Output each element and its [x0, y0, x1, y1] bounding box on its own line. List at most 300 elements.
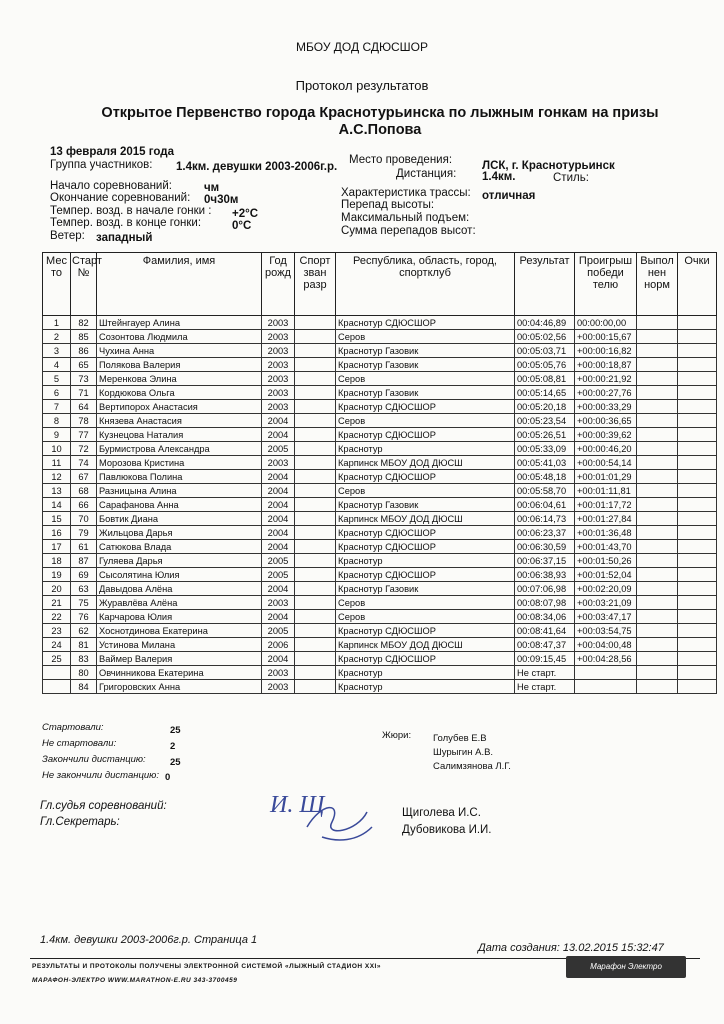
row-place: 12	[43, 470, 71, 484]
row-place	[43, 680, 71, 694]
row-place: 14	[43, 498, 71, 512]
row-start-number: 69	[71, 568, 97, 582]
row-birth-year: 2003	[262, 316, 295, 330]
row-result: 00:06:23,37	[515, 526, 575, 540]
started-label: Стартовали:	[42, 722, 104, 733]
row-place: 7	[43, 400, 71, 414]
row-points	[678, 624, 717, 638]
row-name: Давыдова Алёна	[97, 582, 262, 596]
row-norm	[637, 540, 678, 554]
row-place: 24	[43, 638, 71, 652]
row-points	[678, 638, 717, 652]
distance-value: 1.4км.	[482, 171, 516, 183]
table-row	[43, 344, 717, 358]
row-club: Краснотур Газовик	[336, 498, 515, 512]
row-rank	[295, 512, 336, 526]
row-place: 17	[43, 540, 71, 554]
max-climb-label: Максимальный подъем:	[341, 212, 470, 224]
row-norm	[637, 414, 678, 428]
row-start-number: 70	[71, 512, 97, 526]
row-rank	[295, 386, 336, 400]
row-start-number: 72	[71, 442, 97, 456]
organization-name: МБОУ ДОД СДЮСШОР	[296, 40, 428, 54]
competition-date: 13 февраля 2015 года	[50, 146, 174, 158]
row-rank	[295, 624, 336, 638]
jury-member-1: Голубев Е.В	[433, 733, 487, 744]
row-name: Кузнецова Наталия	[97, 428, 262, 442]
row-points	[678, 652, 717, 666]
finished-label: Закончили дистанцию:	[42, 754, 146, 765]
row-rank	[295, 358, 336, 372]
page-note: 1.4км. девушки 2003-2006г.р. Страница 1	[40, 934, 258, 946]
row-birth-year: 2004	[262, 484, 295, 498]
row-birth-year: 2003	[262, 386, 295, 400]
secretary-label: Гл.Секретарь:	[40, 816, 120, 828]
row-rank	[295, 610, 336, 624]
row-time-behind: +00:00:15,67	[575, 330, 637, 344]
row-points	[678, 456, 717, 470]
row-time-behind: 00:00:00,00	[575, 316, 637, 330]
row-time-behind: +00:01:17,72	[575, 498, 637, 512]
row-place: 18	[43, 554, 71, 568]
start-time-value: чм	[204, 182, 220, 194]
row-norm	[637, 400, 678, 414]
col-norm: Выпол нен норм	[637, 253, 678, 316]
row-points	[678, 386, 717, 400]
row-club: Краснотур СДЮСШОР	[336, 652, 515, 666]
row-time-behind: +00:01:43,70	[575, 540, 637, 554]
row-result: 00:08:34,06	[515, 610, 575, 624]
vendor-logo: Марафон Электро	[566, 956, 686, 978]
row-points	[678, 414, 717, 428]
table-row	[43, 554, 717, 568]
row-name: Ваймер Валерия	[97, 652, 262, 666]
row-rank	[295, 526, 336, 540]
row-club: Серов	[336, 484, 515, 498]
row-result: 00:09:15,45	[515, 652, 575, 666]
row-norm	[637, 358, 678, 372]
row-birth-year: 2003	[262, 456, 295, 470]
row-points	[678, 568, 717, 582]
table-row	[43, 498, 717, 512]
row-start-number: 68	[71, 484, 97, 498]
row-norm	[637, 596, 678, 610]
signature-image	[262, 782, 392, 852]
row-norm	[637, 316, 678, 330]
row-norm	[637, 498, 678, 512]
col-name: Фамилия, имя	[97, 253, 262, 316]
row-result: 00:05:33,09	[515, 442, 575, 456]
row-birth-year: 2004	[262, 512, 295, 526]
row-result: 00:06:04,61	[515, 498, 575, 512]
table-header-row	[43, 253, 717, 316]
row-points	[678, 498, 717, 512]
row-club: Краснотур Газовик	[336, 386, 515, 400]
row-birth-year: 2003	[262, 596, 295, 610]
started-value: 25	[170, 725, 181, 736]
jury-member-2: Шурыгин А.В.	[433, 747, 494, 758]
row-time-behind: +00:01:27,84	[575, 512, 637, 526]
row-time-behind: +00:03:47,17	[575, 610, 637, 624]
row-norm	[637, 428, 678, 442]
row-result: Не старт.	[515, 680, 575, 694]
row-name: Овчинникова Екатерина	[97, 666, 262, 680]
row-birth-year: 2004	[262, 582, 295, 596]
row-points	[678, 400, 717, 414]
row-club: Серов	[336, 414, 515, 428]
row-norm	[637, 554, 678, 568]
row-club: Серов	[336, 330, 515, 344]
row-name: Гуляева Дарья	[97, 554, 262, 568]
table-row	[43, 470, 717, 484]
row-norm	[637, 442, 678, 456]
col-result: Результат	[515, 253, 575, 316]
row-club: Краснотур СДЮСШОР	[336, 428, 515, 442]
table-row	[43, 680, 717, 694]
row-norm	[637, 512, 678, 526]
row-club: Краснотур СДЮСШОР	[336, 526, 515, 540]
row-place: 21	[43, 596, 71, 610]
row-norm	[637, 526, 678, 540]
row-points	[678, 666, 717, 680]
row-place: 11	[43, 456, 71, 470]
table-row	[43, 540, 717, 554]
table-row	[43, 484, 717, 498]
track-label: Характеристика трассы:	[341, 187, 471, 199]
row-norm	[637, 386, 678, 400]
row-name: Чухина Анна	[97, 344, 262, 358]
row-rank	[295, 652, 336, 666]
row-place: 2	[43, 330, 71, 344]
row-birth-year: 2004	[262, 652, 295, 666]
row-name: Штейнгауер Алина	[97, 316, 262, 330]
row-birth-year: 2003	[262, 400, 295, 414]
row-name: Сарафанова Анна	[97, 498, 262, 512]
row-rank	[295, 568, 336, 582]
row-time-behind: +00:00:18,87	[575, 358, 637, 372]
row-place: 15	[43, 512, 71, 526]
row-place: 6	[43, 386, 71, 400]
table-row	[43, 428, 717, 442]
row-time-behind: +00:01:11,81	[575, 484, 637, 498]
row-start-number: 81	[71, 638, 97, 652]
row-birth-year: 2006	[262, 638, 295, 652]
competition-title: Открытое Первенство города Краснотурьинска по лыжным гонкам на призы А.С.Попова	[101, 105, 659, 138]
track-value: отличная	[482, 190, 536, 202]
row-club: Краснотур СДЮСШОР	[336, 470, 515, 484]
row-time-behind: +00:03:54,75	[575, 624, 637, 638]
jury-member-3: Салимзянова Л.Г.	[433, 761, 511, 772]
table-row	[43, 624, 717, 638]
row-result: 00:05:02,56	[515, 330, 575, 344]
row-norm	[637, 456, 678, 470]
row-rank	[295, 470, 336, 484]
row-norm	[637, 610, 678, 624]
row-points	[678, 540, 717, 554]
row-rank	[295, 554, 336, 568]
row-points	[678, 512, 717, 526]
row-norm	[637, 666, 678, 680]
row-points	[678, 372, 717, 386]
row-start-number: 71	[71, 386, 97, 400]
row-result: 00:06:38,93	[515, 568, 575, 582]
row-time-behind: +00:04:00,48	[575, 638, 637, 652]
row-name: Князева Анастасия	[97, 414, 262, 428]
row-name: Бовтик Диана	[97, 512, 262, 526]
row-club: Краснотур СДЮСШОР	[336, 568, 515, 582]
table-row	[43, 652, 717, 666]
row-rank	[295, 344, 336, 358]
group-value: 1.4км. девушки 2003-2006г.р.	[176, 161, 338, 173]
row-result: 00:08:41,64	[515, 624, 575, 638]
row-start-number: 64	[71, 400, 97, 414]
wind-label: Ветер:	[50, 230, 85, 242]
row-place: 25	[43, 652, 71, 666]
row-place: 10	[43, 442, 71, 456]
row-place: 23	[43, 624, 71, 638]
row-rank	[295, 414, 336, 428]
row-club: Краснотур СДЮСШОР	[336, 400, 515, 414]
row-place: 19	[43, 568, 71, 582]
row-points	[678, 484, 717, 498]
row-time-behind: +00:00:46,20	[575, 442, 637, 456]
row-points	[678, 526, 717, 540]
row-birth-year: 2004	[262, 526, 295, 540]
row-result: 00:04:46,89	[515, 316, 575, 330]
row-name: Вертипорох Анастасия	[97, 400, 262, 414]
row-norm	[637, 652, 678, 666]
row-points	[678, 680, 717, 694]
row-start-number: 77	[71, 428, 97, 442]
row-club: Карпинск МБОУ ДОД ДЮСШ	[336, 638, 515, 652]
table-row	[43, 358, 717, 372]
table-row	[43, 568, 717, 582]
col-time-behind: Проигрыш победи телю	[575, 253, 637, 316]
row-club: Краснотур	[336, 442, 515, 456]
total-drops-label: Сумма перепадов высот:	[341, 225, 476, 237]
row-rank	[295, 582, 336, 596]
row-club: Серов	[336, 372, 515, 386]
row-time-behind: +00:00:39,62	[575, 428, 637, 442]
row-time-behind: +00:00:27,76	[575, 386, 637, 400]
row-time-behind: +00:00:36,65	[575, 414, 637, 428]
row-start-number: 73	[71, 372, 97, 386]
row-birth-year: 2005	[262, 624, 295, 638]
row-club: Карпинск МБОУ ДОД ДЮСШ	[336, 512, 515, 526]
row-club: Краснотур Газовик	[336, 344, 515, 358]
chief-judge-name: Щиголева И.С.	[402, 807, 481, 819]
table-row	[43, 526, 717, 540]
row-points	[678, 610, 717, 624]
style-label: Стиль:	[553, 172, 589, 184]
row-birth-year: 2004	[262, 540, 295, 554]
row-points	[678, 596, 717, 610]
table-row	[43, 386, 717, 400]
row-start-number: 85	[71, 330, 97, 344]
row-place: 22	[43, 610, 71, 624]
row-norm	[637, 470, 678, 484]
row-birth-year: 2005	[262, 442, 295, 456]
row-result: 00:05:14,65	[515, 386, 575, 400]
row-birth-year: 2004	[262, 414, 295, 428]
col-points: Очки	[678, 253, 717, 316]
row-club: Краснотур СДЮСШОР	[336, 316, 515, 330]
row-points	[678, 554, 717, 568]
row-birth-year: 2004	[262, 498, 295, 512]
row-result: 00:05:26,51	[515, 428, 575, 442]
table-row	[43, 666, 717, 680]
row-time-behind: +00:02:20,09	[575, 582, 637, 596]
row-rank	[295, 540, 336, 554]
row-start-number: 79	[71, 526, 97, 540]
row-place: 13	[43, 484, 71, 498]
group-label: Группа участников:	[50, 159, 153, 171]
row-name: Жильцова Дарья	[97, 526, 262, 540]
start-time-label: Начало соревнований:	[50, 180, 172, 192]
row-place: 4	[43, 358, 71, 372]
row-time-behind	[575, 666, 637, 680]
table-row	[43, 610, 717, 624]
row-birth-year: 2003	[262, 680, 295, 694]
row-club: Краснотур	[336, 666, 515, 680]
results-table	[42, 252, 717, 694]
end-time-label: Окончание соревнований:	[50, 192, 191, 204]
not-started-label: Не стартовали:	[42, 738, 117, 749]
row-norm	[637, 344, 678, 358]
row-start-number: 76	[71, 610, 97, 624]
temp-start-label: Темпер. возд. в начале гонки :	[50, 205, 212, 217]
row-start-number: 86	[71, 344, 97, 358]
row-norm	[637, 624, 678, 638]
chief-judge-label: Гл.судья соревнований:	[40, 800, 167, 812]
row-place: 16	[43, 526, 71, 540]
row-norm	[637, 568, 678, 582]
row-rank	[295, 442, 336, 456]
row-rank	[295, 400, 336, 414]
row-start-number: 87	[71, 554, 97, 568]
row-birth-year: 2003	[262, 666, 295, 680]
row-result: 00:08:07,98	[515, 596, 575, 610]
row-time-behind: +00:00:21,92	[575, 372, 637, 386]
row-rank	[295, 428, 336, 442]
distance-label: Дистанция:	[396, 168, 457, 180]
row-points	[678, 470, 717, 484]
row-time-behind	[575, 680, 637, 694]
row-start-number: 63	[71, 582, 97, 596]
temp-end-label: Темпер. возд. в конце гонки:	[50, 217, 202, 229]
place-value: ЛСК, г. Краснотурьинск	[482, 160, 615, 172]
row-result: 00:05:20,18	[515, 400, 575, 414]
col-start-number: Старт №	[71, 253, 97, 316]
row-start-number: 82	[71, 316, 97, 330]
row-result: 00:08:47,37	[515, 638, 575, 652]
row-result: 00:05:58,70	[515, 484, 575, 498]
row-birth-year: 2005	[262, 568, 295, 582]
row-name: Бурмистрова Александра	[97, 442, 262, 456]
finished-value: 25	[170, 757, 181, 768]
table-row	[43, 316, 717, 330]
temp-end-value: 0°C	[232, 220, 252, 232]
protocol-heading: Протокол результатов	[295, 78, 429, 93]
wind-value: западный	[96, 232, 153, 244]
row-time-behind: +00:01:50,26	[575, 554, 637, 568]
table-row	[43, 414, 717, 428]
row-rank	[295, 316, 336, 330]
row-norm	[637, 330, 678, 344]
row-name: Созонтова Людмила	[97, 330, 262, 344]
row-time-behind: +00:04:28,56	[575, 652, 637, 666]
row-points	[678, 428, 717, 442]
row-place: 9	[43, 428, 71, 442]
row-result: 00:05:23,54	[515, 414, 575, 428]
row-name: Полякова Валерия	[97, 358, 262, 372]
row-name: Сатюкова Влада	[97, 540, 262, 554]
row-place: 3	[43, 344, 71, 358]
row-name: Хоснотдинова Екатерина	[97, 624, 262, 638]
row-place: 1	[43, 316, 71, 330]
row-birth-year: 2004	[262, 470, 295, 484]
row-start-number: 67	[71, 470, 97, 484]
height-drop-label: Перепад высоты:	[341, 199, 435, 211]
col-rank: Спорт зван разр	[295, 253, 336, 316]
row-name: Сысолятина Юлия	[97, 568, 262, 582]
row-birth-year: 2004	[262, 610, 295, 624]
row-start-number: 65	[71, 358, 97, 372]
row-norm	[637, 372, 678, 386]
not-finished-value: 0	[165, 772, 171, 783]
row-birth-year: 2004	[262, 428, 295, 442]
row-result: 00:05:41,03	[515, 456, 575, 470]
row-club: Краснотур Газовик	[336, 582, 515, 596]
col-club: Республика, область, город, спортклуб	[336, 253, 515, 316]
temp-start-value: +2°C	[232, 208, 259, 220]
row-result: 00:05:48,18	[515, 470, 575, 484]
row-name: Григоровских Анна	[97, 680, 262, 694]
vendor-contact: МАРАФОН-ЭЛЕКТРО WWW.MARATHON-E.RU 343-3700459	[32, 977, 238, 984]
row-time-behind: +00:01:01,29	[575, 470, 637, 484]
row-birth-year: 2003	[262, 358, 295, 372]
row-result: 00:06:30,59	[515, 540, 575, 554]
row-points	[678, 330, 717, 344]
table-row	[43, 582, 717, 596]
row-start-number: 78	[71, 414, 97, 428]
row-club: Краснотур	[336, 554, 515, 568]
row-result: 00:06:14,73	[515, 512, 575, 526]
row-name: Меренкова Элина	[97, 372, 262, 386]
row-start-number: 75	[71, 596, 97, 610]
row-rank	[295, 638, 336, 652]
row-start-number: 74	[71, 456, 97, 470]
row-birth-year: 2003	[262, 344, 295, 358]
row-points	[678, 344, 717, 358]
row-time-behind: +00:00:33,29	[575, 400, 637, 414]
row-name: Кордюкова Ольга	[97, 386, 262, 400]
col-birth-year: Год рожд	[262, 253, 295, 316]
row-norm	[637, 638, 678, 652]
place-label: Место проведения:	[349, 154, 453, 166]
row-start-number: 61	[71, 540, 97, 554]
row-place: 5	[43, 372, 71, 386]
row-points	[678, 316, 717, 330]
row-result: 00:05:03,71	[515, 344, 575, 358]
row-place: 8	[43, 414, 71, 428]
row-club: Карпинск МБОУ ДОД ДЮСШ	[336, 456, 515, 470]
table-row	[43, 330, 717, 344]
row-name: Журавлёва Алёна	[97, 596, 262, 610]
table-row	[43, 512, 717, 526]
row-club: Краснотур СДЮСШОР	[336, 540, 515, 554]
secretary-name: Дубовикова И.И.	[402, 824, 492, 836]
